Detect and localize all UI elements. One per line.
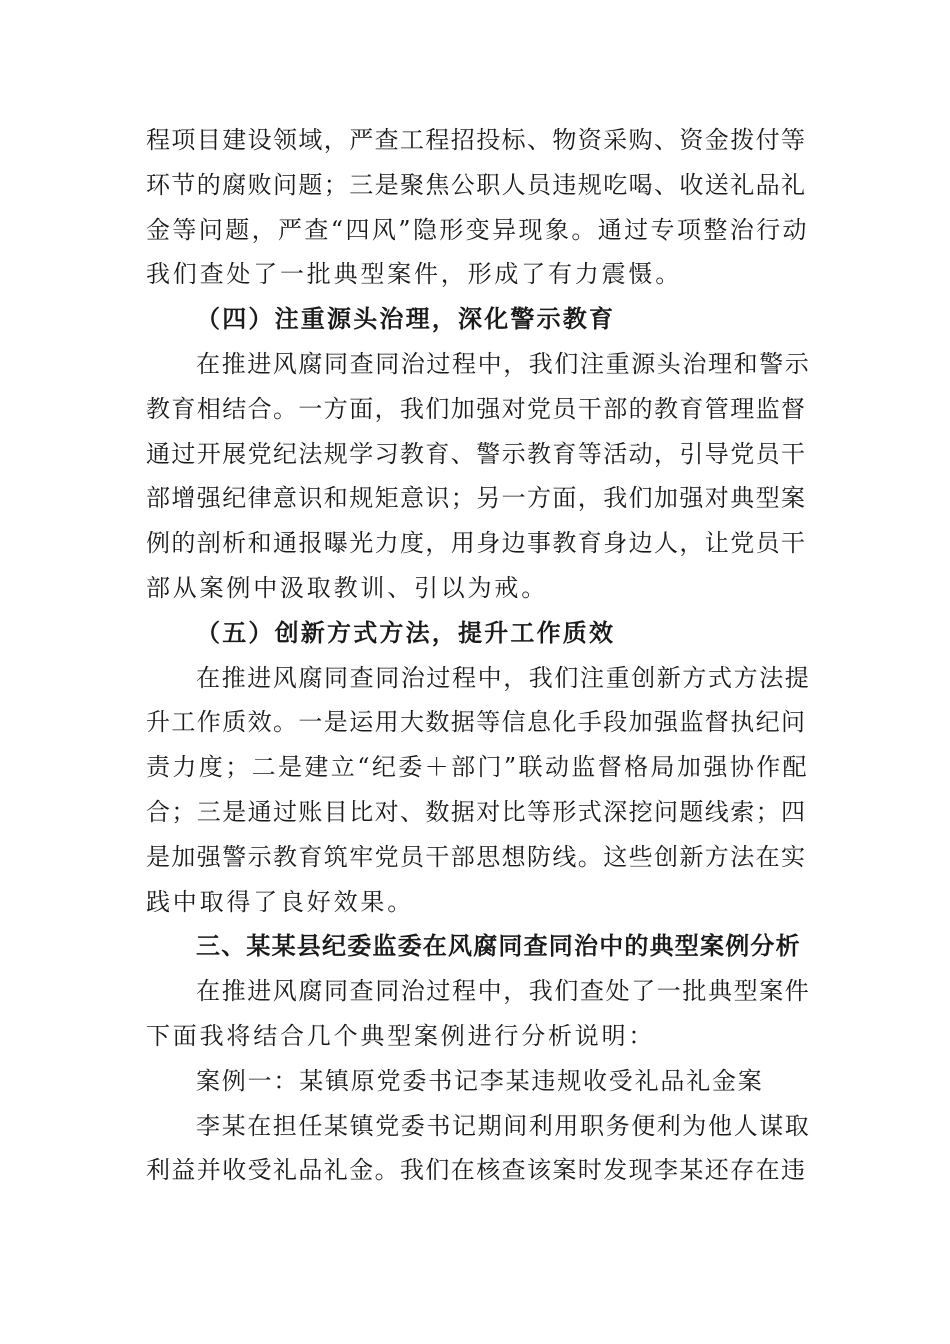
paragraph-line: 金等问题，严查“四风”隐形变异现象。通过专项整治行动: [146, 215, 809, 244]
paragraph-line: 是加强警示教育筑牢党员干部思想防线。这些创新方法在实: [146, 842, 807, 871]
document-body: [146, 118, 811, 1193]
paragraph-line: 教育相结合。一方面，我们加强对党员干部的教育管理监督: [146, 394, 807, 423]
paragraph-line: 程项目建设领域，严查工程招投标、物资采购、资金拨付等: [146, 126, 807, 154]
paragraph-line: 合；三是通过账目比对、数据对比等形式深挖问题线索；四: [146, 797, 807, 826]
paragraph-line: 李某在担任某镇党委书记期间利用职务便利为他人谋取: [196, 1111, 811, 1140]
case-title: 案例一：某镇原党委书记李某违规收受礼品礼金案: [196, 1066, 764, 1095]
paragraph-line: 在推进风腐同查同治过程中，我们注重创新方式方法提: [196, 663, 811, 692]
paragraph-line: 部增强纪律意识和规矩意识；另一方面，我们加强对典型案: [146, 484, 807, 513]
paragraph-line: 我们查处了一批典型案件，形成了有力震慑。: [146, 260, 682, 289]
paragraph-line: 部从案例中汲取教训、引以为戒。: [146, 573, 548, 602]
paragraph-line: 通过开展党纪法规学习教育、警示教育等活动，引导党员干: [146, 439, 807, 468]
paragraph-line: 例的剖析和通报曝光力度，用身边事教育身边人，让党员干: [146, 529, 807, 558]
paragraph-line: 责力度；二是建立“纪委＋部门”联动监督格局加强协作配: [146, 753, 809, 782]
paragraph-line: 环节的腐败问题；三是聚焦公职人员违规吃喝、收送礼品礼: [146, 170, 807, 199]
paragraph-line: 利益并收受礼品礼金。我们在核查该案时发现李某还存在违: [146, 1156, 807, 1185]
paragraph-line: 下面我将结合几个典型案例进行分析说明：: [146, 1021, 656, 1050]
sub-heading: （五）创新方式方法，提升工作质效: [196, 617, 616, 647]
paragraph-line: 在推进风腐同查同治过程中，我们查处了一批典型案件: [196, 977, 811, 1006]
paragraph-line: 践中取得了良好效果。: [146, 887, 414, 916]
sub-heading: （四）注重源头治理，深化警示教育: [196, 304, 616, 334]
section-heading: 三、某某县纪委监委在风腐同查同治中的典型案例分析: [196, 932, 801, 961]
paragraph-line: 升工作质效。一是运用大数据等信息化手段加强监督执纪问: [146, 708, 807, 737]
paragraph-line: 在推进风腐同查同治过程中，我们注重源头治理和警示: [196, 349, 811, 378]
